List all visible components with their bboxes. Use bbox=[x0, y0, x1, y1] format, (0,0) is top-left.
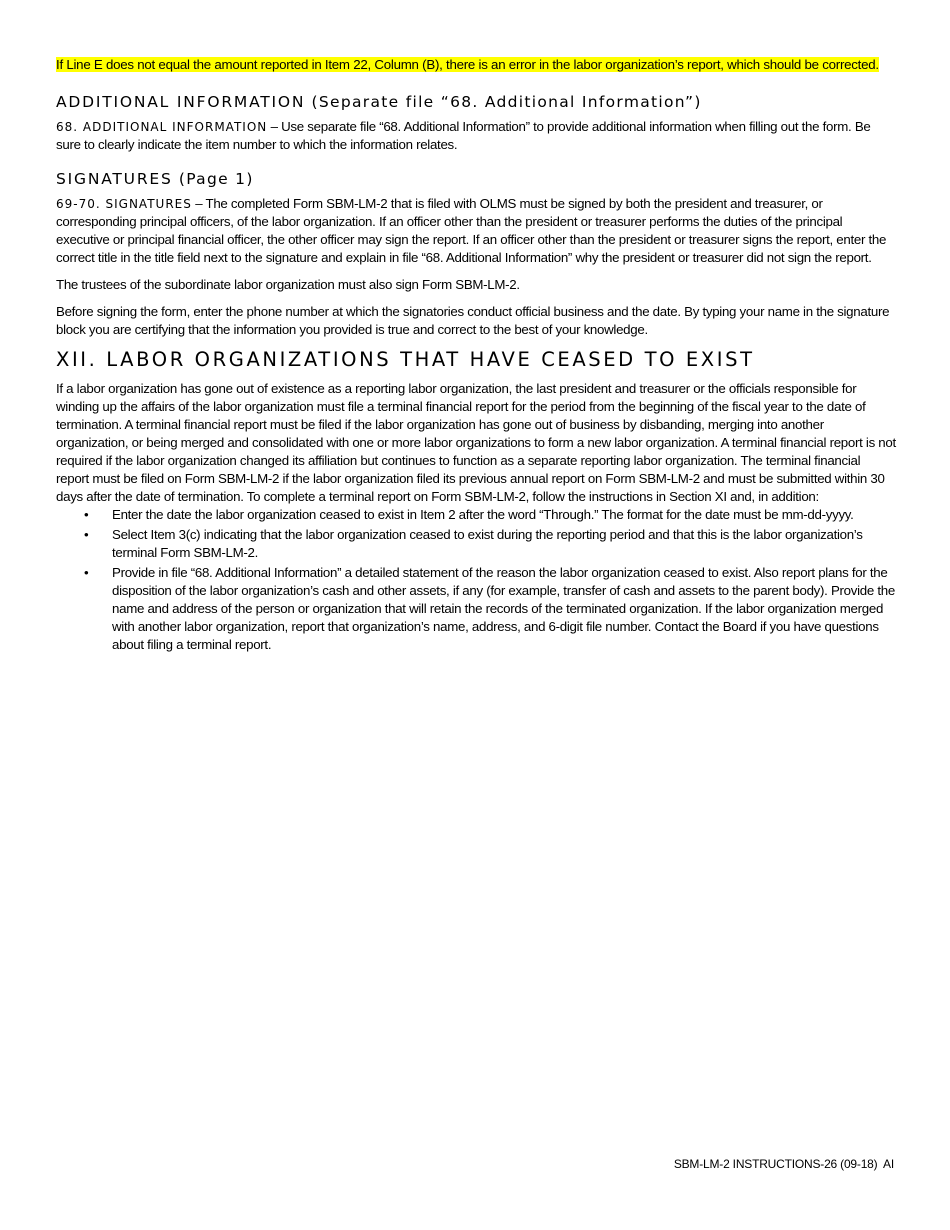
bullet-text: Enter the date the labor organization ceased to exist in Item 2 after the word “Through.” The format for the date must be mm-dd-yyyy. bbox=[112, 506, 854, 522]
bullet-icon: • bbox=[84, 564, 89, 580]
item-68-text: – Use separate file “68. Additional Information” to provide additional information when filling out the form. Be sure to clearly indicate the item number to which the information relates. bbox=[56, 118, 871, 152]
item-69-70-paragraph bbox=[56, 195, 896, 267]
section-xii-body: If a labor organization has gone out of existence as a reporting labor organization, the last president and treasurer or the officials responsible for winding up the affairs of the labor organization must file a terminal financial report for the period from the beginning of the fiscal year to the date of termination. A terminal financial report must be filed if the labor organization has gone out of business by disbanding, merging into another organization, or being merged and consolidated with one or more labor organizations to form a new labor organization. A terminal financial report is not required if the labor organization changed its affiliation but continues to function as a separate reporting labor organization. The terminal financial report must be filed on Form SBM-LM-2 if the labor organization filed its previous annual report on Form SBM-LM-2 and must be submitted within 30 days after the date of termination. To complete a terminal report on Form SBM-LM-2, follow the instructions in Section XI and, in addition: bbox=[56, 380, 896, 504]
before-signing-paragraph: Before signing the form, enter the phone number at which the signatories conduct official business and the date. By typing your name in the signature block you are certifying that the information you provided is true and correct to the best of your knowledge. bbox=[56, 303, 890, 337]
item-68-lead: 68. ADDITIONAL INFORMATION bbox=[56, 119, 268, 134]
bullet-text: Provide in file “68. Additional Information” a detailed statement of the reason the labor organization ceased to exist. Also report plans for the disposition of the labor organization’s cash and other assets, if any (for example, transfer of cash and assets to the parent body). Provide the name and address of the person or organization that will retain the records of the terminated organization. If the labor organization merged with another labor organization, report that organization’s name, address, and 6-digit file number. Contact the Board if you have questions about filing a terminal report. bbox=[112, 564, 895, 652]
additional-information-heading-title: ADDITIONAL INFORMATION bbox=[56, 92, 306, 111]
bullet-item-additional-info bbox=[84, 564, 896, 654]
bullet-text: Select Item 3(c) indicating that the labor organization ceased to exist during the reporting period and that this is the labor organization’s terminal Form SBM-LM-2. bbox=[112, 526, 863, 560]
bullet-item-select-3c bbox=[84, 526, 896, 562]
additional-information-heading bbox=[56, 92, 896, 112]
signatures-heading bbox=[56, 169, 896, 189]
highlighted-note-text: If Line E does not equal the amount reported in Item 22, Column (B), there is an error in the labor organization’s report, which should be corrected. bbox=[56, 57, 879, 72]
terminal-report-bullet-list bbox=[56, 506, 896, 654]
document-page bbox=[56, 56, 896, 656]
section-xii-heading: XII. LABOR ORGANIZATIONS THAT HAVE CEASED TO EXIST bbox=[56, 347, 755, 371]
trustees-paragraph: The trustees of the subordinate labor organization must also sign Form SBM-LM-2. bbox=[56, 276, 520, 292]
bullet-item-date bbox=[84, 506, 896, 524]
bullet-icon: • bbox=[84, 526, 89, 542]
item-69-70-lead: 69-70. SIGNATURES bbox=[56, 196, 192, 211]
highlighted-note bbox=[56, 56, 896, 74]
signatures-heading-suffix: (Page 1) bbox=[172, 169, 254, 188]
item-69-70-text: – The completed Form SBM-LM-2 that is filed with OLMS must be signed by both the president and treasurer, or corresponding principal officers, of the labor organization. If an officer other than the president or treasurer performs the duties of the principal executive or principal financial officer, the other officer may sign the report. If an officer other than the president or treasurer signs the report, enter the correct title in the title field next to the signature and explain in file “68. Additional Information” why the president or treasurer did not sign the report. bbox=[56, 195, 887, 265]
bullet-icon: • bbox=[84, 506, 89, 522]
signatures-heading-title: SIGNATURES bbox=[56, 169, 173, 188]
additional-information-heading-suffix: (Separate file “68. Additional Information”) bbox=[305, 92, 702, 111]
item-68-paragraph bbox=[56, 118, 896, 154]
page-footer: SBM-LM-2 INSTRUCTIONS-26 (09-18) AI bbox=[673, 1157, 894, 1171]
